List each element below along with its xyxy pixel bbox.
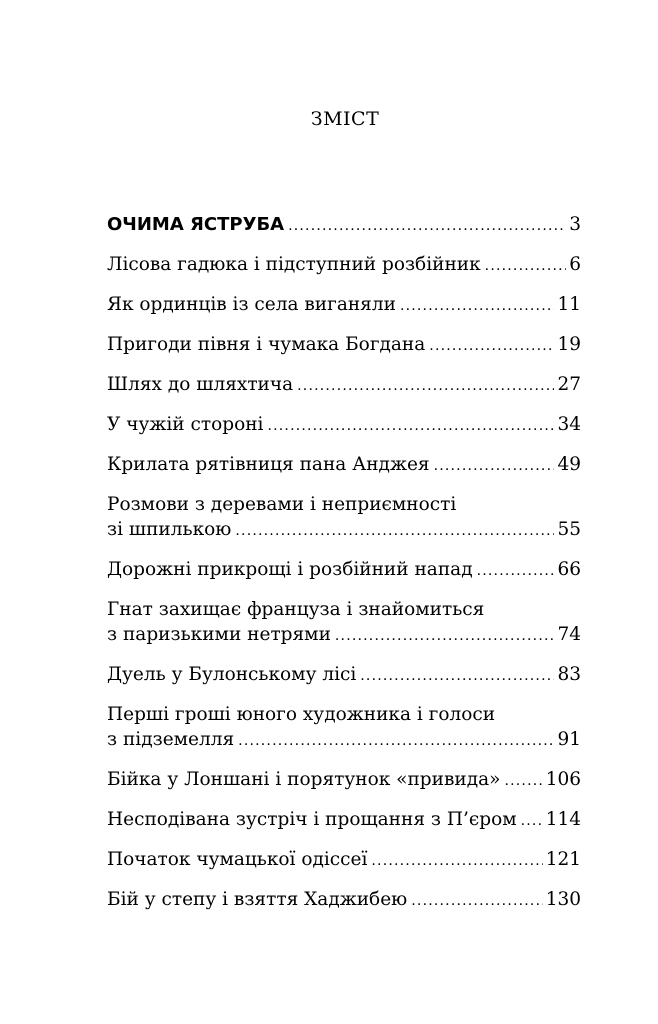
toc-entry	[107, 412, 581, 439]
toc-entry-row	[107, 332, 581, 359]
toc-entry-title: Лісова гадюка і підступний розбійник	[107, 254, 481, 275]
toc-entry	[107, 557, 581, 584]
toc-entry-title: Пригоди півня і чумака Богдана	[107, 334, 426, 355]
page-title: ЗМІСТ	[310, 108, 380, 130]
dot-leader	[288, 214, 566, 239]
dot-leader	[235, 519, 554, 544]
dot-leader	[267, 414, 554, 439]
toc-entry	[107, 847, 581, 874]
toc-entry-title-line: Гнат захищає француза і знайомиться	[107, 599, 485, 620]
toc-entry-title: Як ординців із села виганяли	[107, 294, 396, 315]
dot-leader	[504, 769, 542, 794]
toc-entry-title: Дорожні прикрощі і розбійний напад	[107, 559, 473, 580]
toc-page-number: 66	[557, 559, 581, 580]
toc-entry-title: з підземелля	[107, 729, 235, 750]
toc-entry	[107, 807, 581, 834]
toc-entry	[107, 492, 581, 544]
dot-leader	[238, 729, 554, 754]
toc-page-number: 55	[557, 519, 581, 540]
toc-entry-title: У чужій стороні	[107, 414, 264, 435]
toc-entry-row	[107, 292, 581, 319]
toc-page-number: 27	[557, 374, 581, 395]
toc-entry	[107, 252, 581, 279]
toc-entry-title: з паризькими нетрями	[107, 624, 331, 645]
dot-leader	[335, 624, 555, 649]
toc-entry	[107, 767, 581, 794]
table-of-contents	[107, 212, 581, 927]
toc-entry	[107, 452, 581, 479]
toc-entry	[107, 292, 581, 319]
dot-leader	[360, 664, 554, 689]
toc-entry-row	[107, 372, 581, 399]
toc-page-number: 19	[557, 334, 581, 355]
toc-entry-title: Початок чумацької одіссеї	[107, 849, 368, 870]
toc-page-number: 130	[545, 889, 581, 910]
toc-entry	[107, 702, 581, 754]
toc-page-number: 91	[557, 729, 581, 750]
toc-entry	[107, 372, 581, 399]
toc-page-number: 106	[545, 769, 581, 790]
toc-entry-row	[107, 887, 581, 914]
toc-entry	[107, 887, 581, 914]
toc-entry-row	[107, 452, 581, 479]
toc-entry-row	[107, 662, 581, 689]
toc-page-number: 49	[557, 454, 581, 475]
toc-entry-title: Дуель у Булонському лісі	[107, 664, 357, 685]
toc-entry-row	[107, 412, 581, 439]
toc-entry-title: Крилата рятівниця пана Анджея	[107, 454, 430, 475]
toc-entry-title: Несподівана зустріч і прощання з П’єром	[107, 809, 517, 830]
toc-page-number: 34	[557, 414, 581, 435]
toc-entry-row	[107, 517, 581, 544]
toc-entry	[107, 332, 581, 359]
toc-page-number: 83	[557, 664, 581, 685]
toc-page-number: 114	[545, 809, 581, 830]
toc-entry-title-line: Розмови з деревами і неприємності	[107, 494, 457, 515]
toc-entry-title: зі шпилькою	[107, 519, 232, 540]
dot-leader	[477, 559, 555, 584]
dot-leader	[400, 294, 555, 319]
dot-leader	[411, 889, 542, 914]
dot-leader	[434, 454, 555, 479]
dot-leader	[371, 849, 542, 874]
dot-leader	[429, 334, 554, 359]
toc-entry-row	[107, 807, 581, 834]
toc-page-number: 6	[569, 254, 581, 275]
toc-page-number: 121	[545, 849, 581, 870]
toc-entry-title: Бійка у Лоншані і порятунок «привида»	[107, 769, 501, 790]
toc-entry-row	[107, 767, 581, 794]
toc-entry-row	[107, 557, 581, 584]
toc-entry-title-line: Перші гроші юного художника і голоси	[107, 704, 496, 725]
dot-leader	[297, 374, 554, 399]
toc-entry-title: Бій у степу і взяття Хаджибею	[107, 889, 408, 910]
toc-entry	[107, 212, 581, 239]
toc-entry-row	[107, 727, 581, 754]
toc-entry-row	[107, 212, 581, 239]
toc-entry-title: ОЧИМА ЯСТРУБА	[107, 214, 285, 235]
toc-entry	[107, 597, 581, 649]
toc-entry-row	[107, 252, 581, 279]
dot-leader	[521, 809, 543, 834]
toc-entry	[107, 662, 581, 689]
dot-leader	[485, 254, 567, 279]
toc-entry-title: Шлях до шляхтича	[107, 374, 294, 395]
toc-page-number: 3	[569, 214, 581, 235]
toc-entry-row	[107, 847, 581, 874]
toc-page-number: 74	[557, 624, 581, 645]
toc-page-number: 11	[557, 294, 581, 315]
toc-entry-row	[107, 622, 581, 649]
